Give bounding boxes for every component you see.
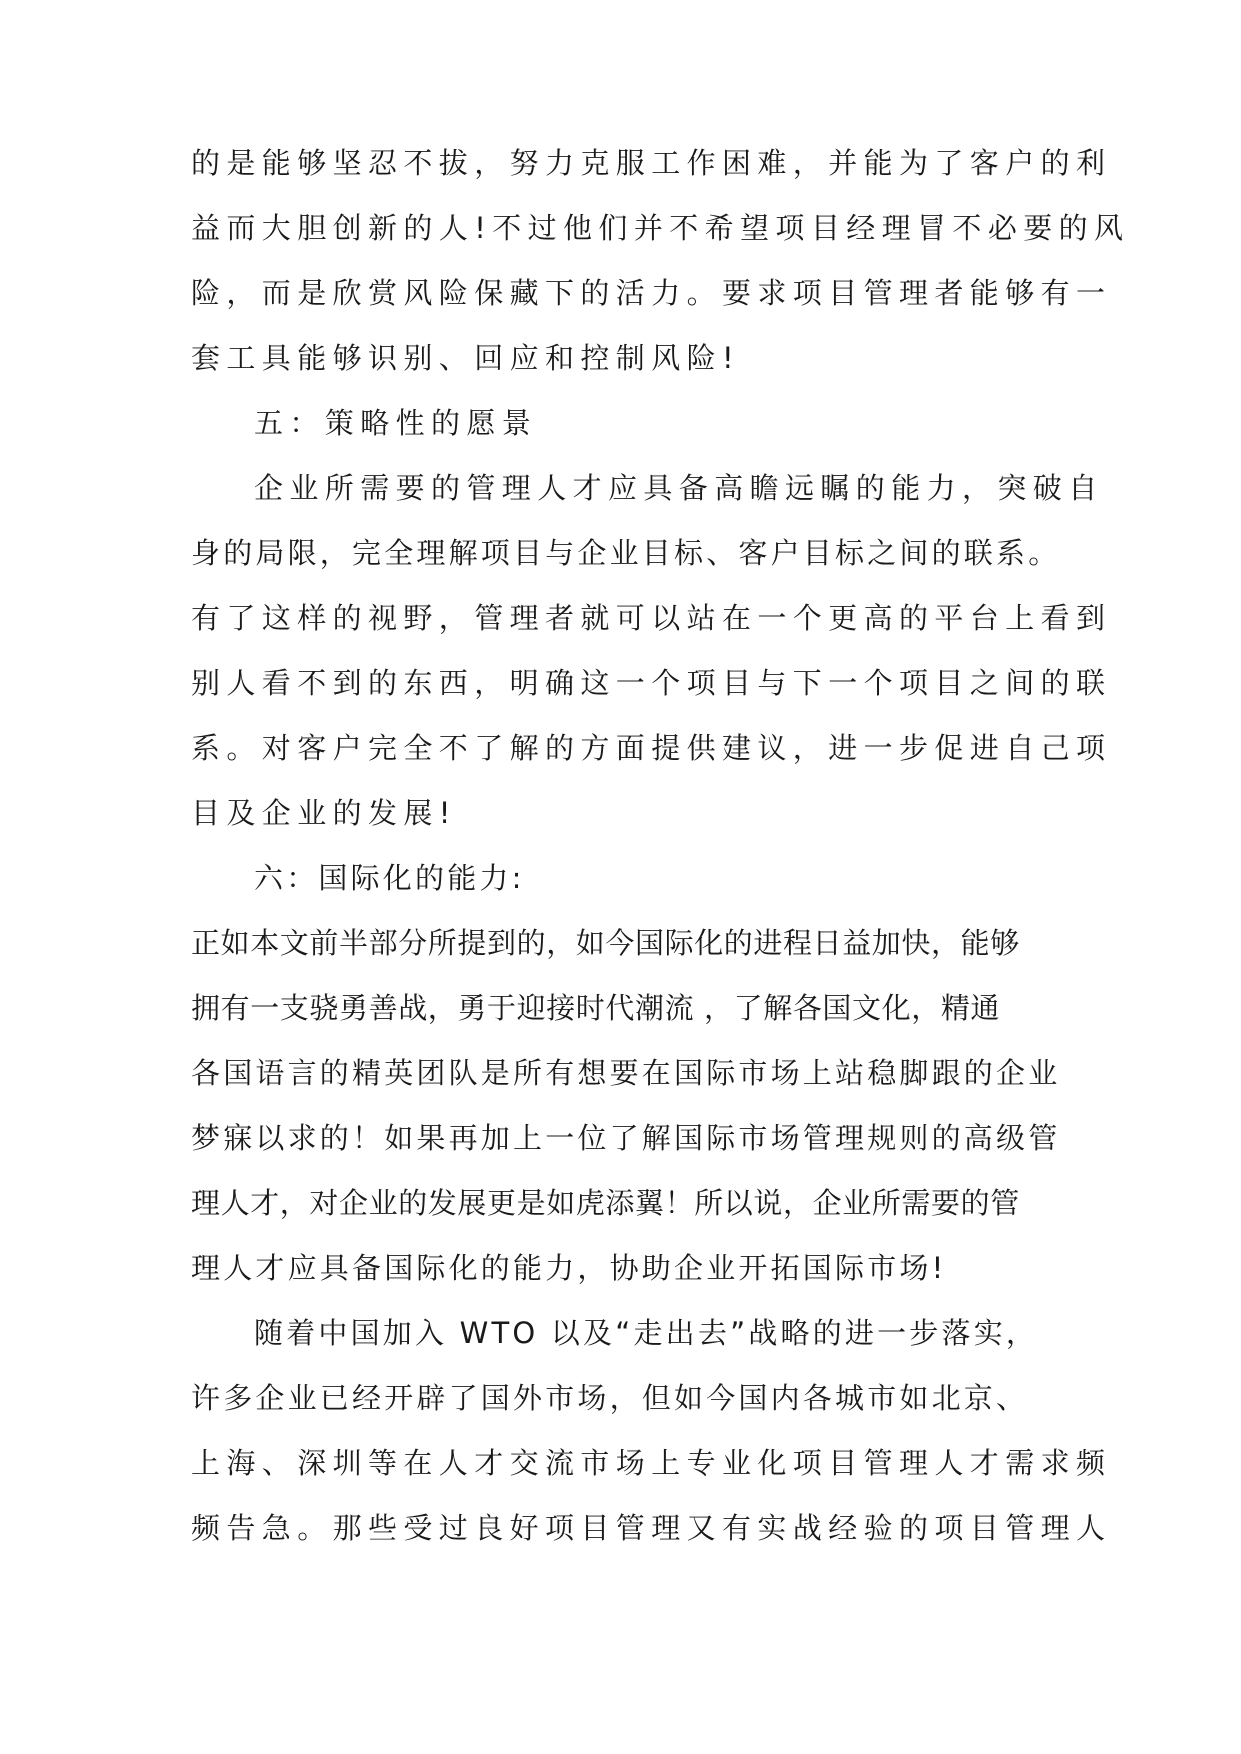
text-line: 频告急。那些受过良好项目管理又有实战经验的项目管理人 (191, 1511, 1112, 1545)
text-line: 别人看不到的东西，明确这一个项目与下一个项目之间的联 (191, 666, 1112, 700)
section-heading: 五：策略性的愿景 (254, 406, 538, 440)
text-line: 梦寐以求的！如果再加上一位了解国际市场管理规则的高级管 (191, 1121, 1061, 1155)
section-heading: 六：国际化的能力: (254, 861, 525, 895)
text-line: 理人才应具备国际化的能力，协助企业开拓国际市场! (191, 1251, 947, 1285)
text-line: 理人才，对企业的发展更是如虎添翼！所以说，企业所需要的管 (191, 1186, 1020, 1220)
text-line: 益而大胆创新的人!不过他们并不希望项目经理冒不必要的风 (191, 211, 1130, 245)
text-line: 上海、深圳等在人才交流市场上专业化项目管理人才需求频 (191, 1446, 1112, 1480)
text-line: 拥有一支骁勇善战，勇于迎接时代潮流 ，了解各国文化，精通 (191, 991, 1001, 1025)
text-line: 正如本文前半部分所提到的，如今国际化的进程日益加快，能够 (191, 926, 1020, 960)
text-line: 险，而是欣赏风险保藏下的活力。要求项目管理者能够有一 (191, 276, 1112, 310)
text-line: 身的局限，完全理解项目与企业目标、客户目标之间的联系。 (191, 536, 1061, 570)
text-line: 有了这样的视野，管理者就可以站在一个更高的平台上看到 (191, 601, 1112, 635)
text-line: 随着中国加入 WTO 以及“走出去”战略的进一步落实， (254, 1316, 1039, 1350)
text-line: 目及企业的发展! (191, 796, 457, 830)
text-line: 套工具能够识别、回应和控制风险! (191, 341, 741, 375)
text-line: 各国语言的精英团队是所有想要在国际市场上站稳脚跟的企业 (191, 1056, 1061, 1090)
text-line: 许多企业已经开辟了国外市场，但如今国内各城市如北京、 (191, 1381, 1029, 1415)
text-line: 系。对客户完全不了解的方面提供建议，进一步促进自己项 (191, 731, 1112, 765)
text-line: 的是能够坚忍不拔，努力克服工作困难，并能为了客户的利 (191, 146, 1112, 180)
text-line: 企业所需要的管理人才应具备高瞻远瞩的能力，突破自 (254, 471, 1104, 505)
